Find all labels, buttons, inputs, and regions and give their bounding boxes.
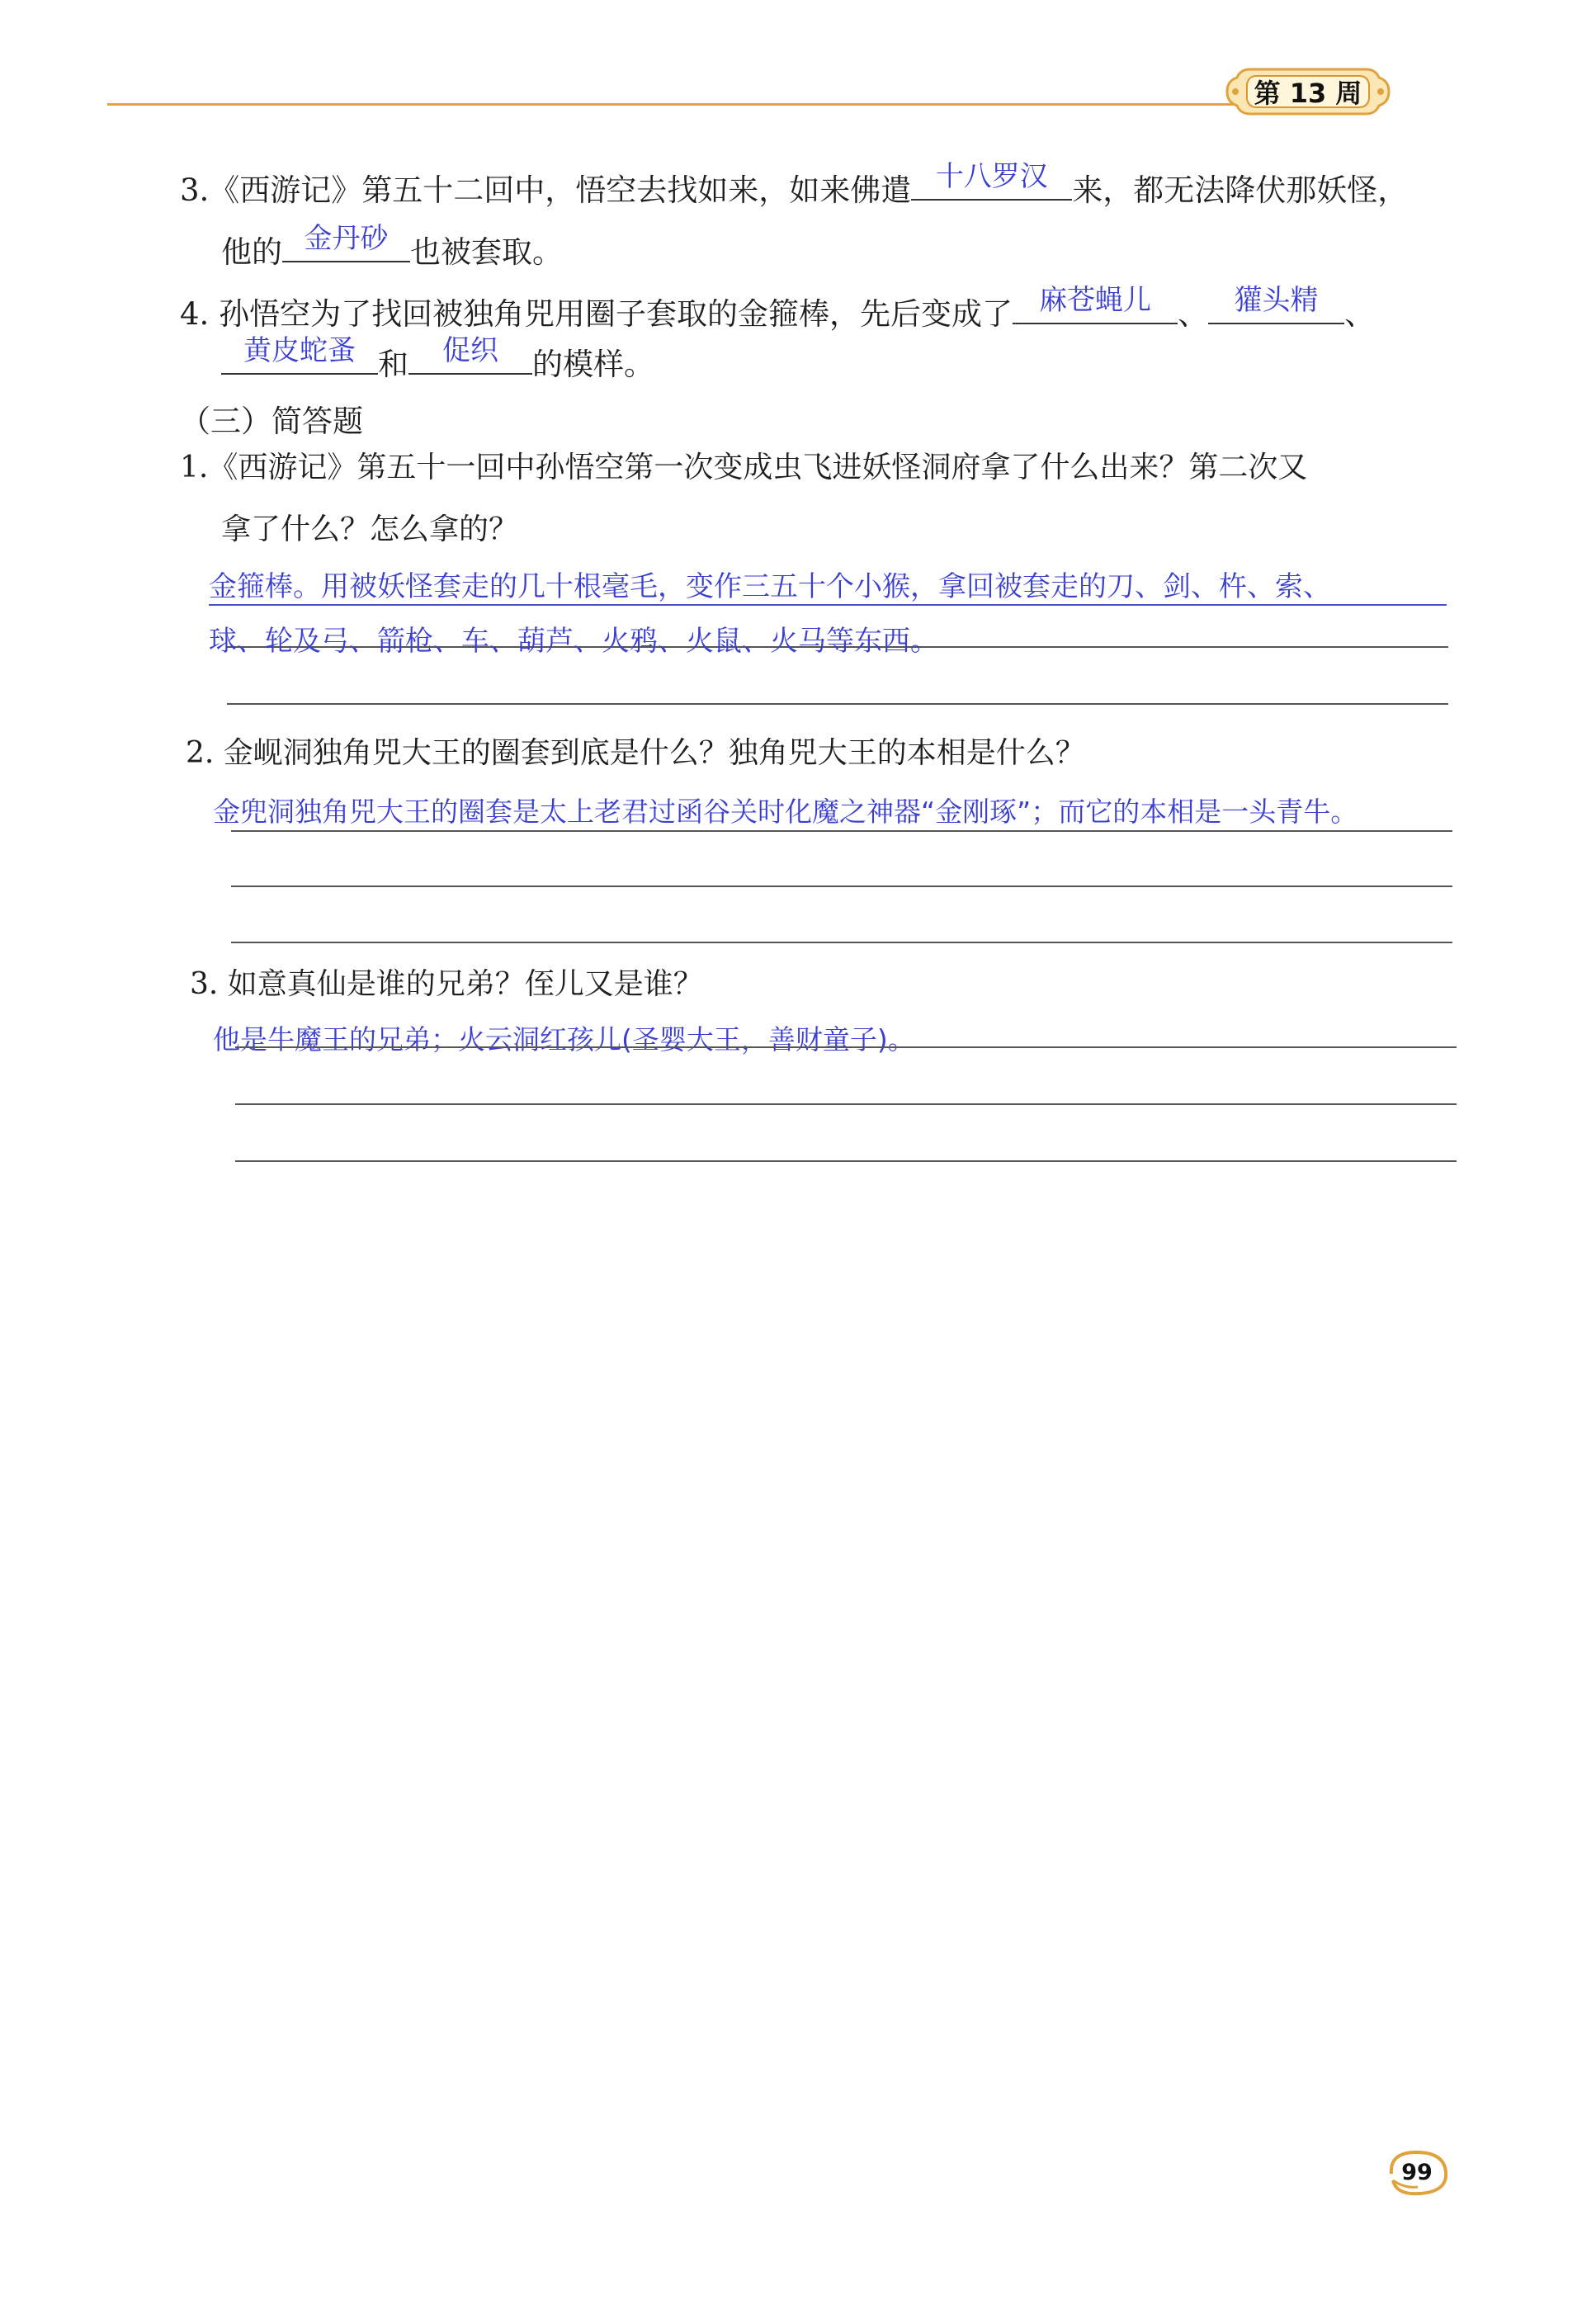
q3-answer1: 十八罗汉 xyxy=(935,160,1048,193)
q4-and: 和 xyxy=(378,347,408,382)
sq1-answer-line1: 金箍棒。用被妖怪套走的几十根毫毛，变作三五十个小猴，拿回被套走的刀、剑、杵、索、 xyxy=(209,570,1331,603)
week-label: 第 13 周 xyxy=(1254,78,1362,109)
sq1-rule-2 xyxy=(227,703,1448,705)
sq3-answer: 他是牛魔王的兄弟；火云洞红孩儿(圣婴大王，善财童子)。 xyxy=(213,1023,915,1056)
q4-sep2: 、 xyxy=(1344,296,1376,332)
q4-blank2 xyxy=(1208,284,1344,324)
sq1-question-line2: 拿了什么？怎么拿的？ xyxy=(221,512,519,546)
q4-line2 xyxy=(221,334,654,382)
sq3-rule-1 xyxy=(235,1046,1457,1048)
q3-text-c: 他的 xyxy=(221,234,282,270)
q4-blank4 xyxy=(408,334,532,375)
q4-tail: 的模样。 xyxy=(532,347,654,382)
sq1-answer-underline xyxy=(209,604,1447,606)
q3-answer2: 金丹砂 xyxy=(304,222,389,255)
sq1-question-line1: 1.《西游记》第五十一回中孙悟空第一次变成虫飞进妖怪洞府拿了什么出来？第二次又 xyxy=(180,451,1308,484)
q4-blank1 xyxy=(1013,284,1178,324)
q4-blank3 xyxy=(221,334,378,375)
q3-blank1 xyxy=(911,160,1072,201)
section-title: （三）简答题 xyxy=(180,404,363,439)
q3-blank2 xyxy=(282,222,410,262)
q4-line1 xyxy=(180,284,1376,332)
q4-answer2: 獾头精 xyxy=(1234,284,1319,317)
sq3-rule-3 xyxy=(235,1160,1457,1162)
q4-sep1: 、 xyxy=(1178,296,1209,332)
sq2-question: 2. 金岘洞独角兕大王的圈套到底是什么？独角兕大王的本相是什么？ xyxy=(186,736,1085,770)
sq3-rule-2 xyxy=(235,1103,1457,1105)
sq2-answer: 金兜洞独角兕大王的圈套是太上老君过函谷关时化魔之神器“金刚琢”；而它的本相是一头青牛。 xyxy=(213,796,1358,828)
q3-text-b: 来，都无法降伏那妖怪， xyxy=(1072,172,1409,208)
sq2-rule-2 xyxy=(231,886,1452,887)
q3-line1 xyxy=(180,160,1409,208)
sq3-question: 3. 如意真仙是谁的兄弟？侄儿又是谁？ xyxy=(190,967,703,1001)
sq2-rule-1 xyxy=(231,830,1452,832)
q4-answer4: 促织 xyxy=(442,334,498,367)
sq2-rule-3 xyxy=(231,942,1452,943)
sq1-answer-line2: 球、轮及弓、箭枪、车、葫芦、火鸦、火鼠、火马等东西。 xyxy=(209,625,938,658)
week-badge xyxy=(1225,64,1391,119)
q3-text-a: 3.《西游记》第五十二回中，悟空去找如来，如来佛遣 xyxy=(180,172,912,208)
q3-text-d: 也被套取。 xyxy=(410,234,563,270)
q4-answer3: 黄皮蛇蚤 xyxy=(243,334,356,367)
header-rule xyxy=(107,103,1238,106)
page-number: 99 xyxy=(1401,2159,1433,2185)
q4-text-a: 4. 孙悟空为了找回被独角兕用圈子套取的金箍棒，先后变成了 xyxy=(180,296,1013,332)
q4-answer1: 麻苍蝇儿 xyxy=(1039,284,1152,317)
q3-line2 xyxy=(221,222,563,270)
